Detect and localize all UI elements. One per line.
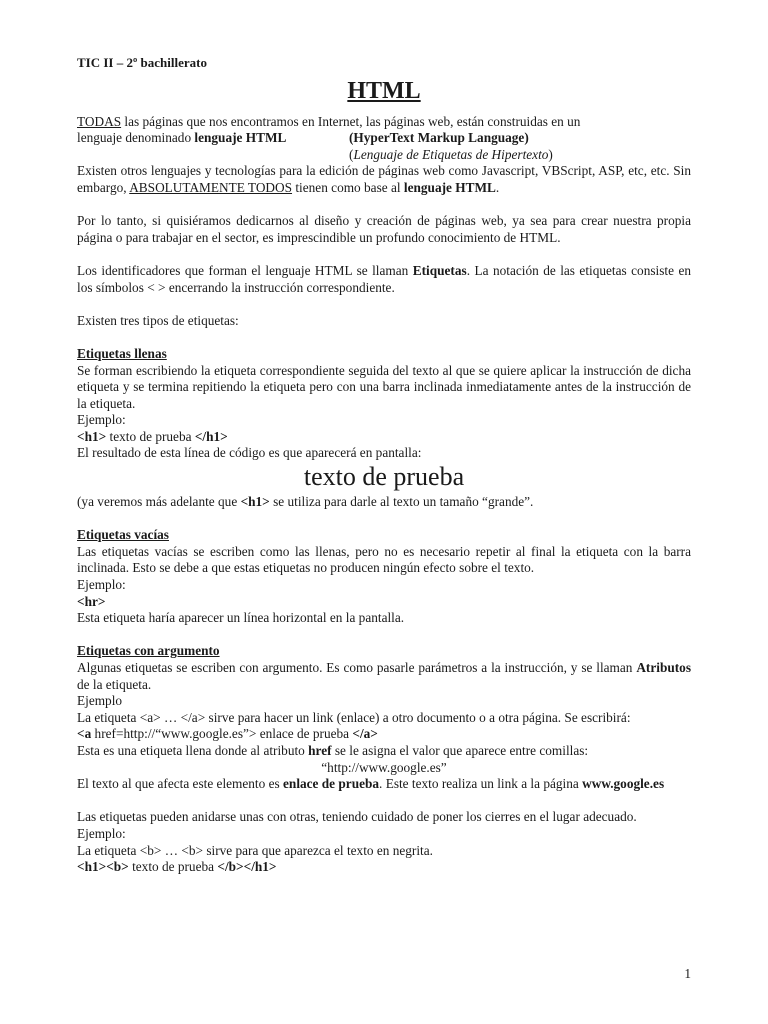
vacias-ejemplo: Ejemplo: (77, 577, 126, 593)
anidar-b-line: La etiqueta <b> … <b> sirve para que aparezca el texto en negrita. (77, 842, 433, 858)
intro-line-1: TODAS las páginas que nos encontramos en Internet, las páginas web, están construidas en un (77, 113, 581, 129)
argumento-affect: El texto al que afecta este elemento es enlace de prueba. Este texto realiza un link a la página www.google.es (77, 776, 665, 792)
argumento-link-text: La etiqueta <a> … </a> sirve para hacer un link (enlace) a otro documento o a otra página. Se escribirá: (77, 709, 631, 725)
argumento-attr: Esta es una etiqueta llena donde al atributo href se le asigna el valor que aparece entre comillas: (77, 742, 589, 758)
section-heading-argumento: Etiquetas con argumento (77, 643, 220, 659)
llenas-code: <h1> texto de prueba </h1> (77, 428, 228, 444)
intro-line-2: lenguaje denominado lenguaje HTML (HyperText Markup Language) (77, 130, 529, 146)
identifiers-paragraph: Los identificadores que forman el lenguaje HTML se llaman Etiquetas. La notación de las etiquetas consiste en los símbolos < > encerrando la instrucción correspondiente. (77, 262, 691, 295)
llenas-ejemplo: Ejemplo: (77, 412, 126, 428)
intro-paragraph-2: Existen otros lenguajes y tecnologías para la edición de páginas web como Javascript, VBScript, ASP, etc, etc. Sin embargo, ABSOLUTAMENTE TODOS tienen como base al lenguaje HTML. (77, 163, 691, 195)
llenas-result: El resultado de esta línea de código es que aparecerá en pantalla: (77, 445, 422, 461)
big-sample-text: texto de prueba (303, 462, 465, 492)
three-types-text: Existen tres tipos de etiquetas: (77, 312, 239, 328)
document-page (77, 55, 691, 876)
argumento-url: “http://www.google.es” (321, 759, 447, 775)
vacias-code: <hr> (77, 593, 106, 609)
page-title: HTML (347, 77, 421, 104)
intro-line-3: (Lenguaje de Etiquetas de Hipertexto) (349, 146, 553, 162)
argumento-code: <a href=http://“www.google.es”> enlace de prueba </a> (77, 726, 378, 742)
vacias-text: Las etiquetas vacías se escriben como las llenas, pero no es necesario repetir al final la etiqueta con la barra inclinada. Esto se debe a que estas etiquetas no producen ningún efecto sobre el texto. (77, 543, 691, 576)
page-number: 1 (684, 966, 691, 981)
llenas-text: Se forman escribiendo la etiqueta correspondiente seguida del texto al que se quiere aplicar la instrucción de dicha etiqueta y se termina repitiendo la etiqueta pero con una barra inclinada inmediatamente antes de la instrucción de la etiqueta. (77, 362, 691, 411)
llenas-note: (ya veremos más adelante que <h1> se utiliza para darle al texto un tamaño “grande”. (77, 494, 534, 510)
vacias-result: Esta etiqueta haría aparecer un línea horizontal en la pantalla. (77, 610, 405, 626)
section-heading-llenas: Etiquetas llenas (77, 345, 167, 361)
design-paragraph: Por lo tanto, si quisiéramos dedicarnos al diseño y creación de páginas web, ya sea para crear nuestra propia página o para trabajar en el sector, es imprescindible un profundo conocimiento de HTML. (77, 213, 691, 245)
anidar-ejemplo: Ejemplo: (77, 825, 126, 841)
anidar-code: <h1><b> texto de prueba </b></h1> (77, 859, 277, 875)
document-header: TIC II – 2º bachillerato (77, 55, 207, 70)
argumento-ejemplo: Ejemplo (77, 693, 123, 709)
anidar-text: Las etiquetas pueden anidarse unas con otras, teniendo cuidado de poner los cierres en el lugar adecuado. (77, 809, 637, 825)
section-heading-vacias: Etiquetas vacías (77, 527, 169, 543)
argumento-text: Algunas etiquetas se escriben con argumento. Es como pasarle parámetros a la instrucción, y se llaman Atributos de la etiqueta. (77, 660, 691, 692)
